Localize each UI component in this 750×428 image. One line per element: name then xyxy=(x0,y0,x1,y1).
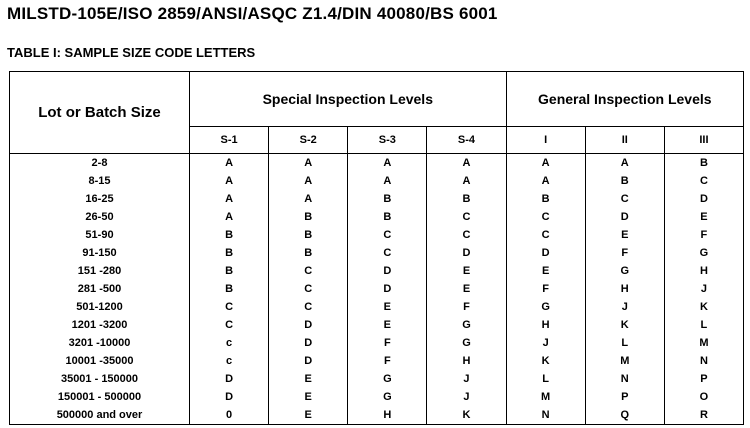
code-letter-cell: G xyxy=(664,244,743,262)
code-letter-cell: G xyxy=(348,388,427,406)
code-letter-cell: C xyxy=(190,298,269,316)
code-letter-cell: B xyxy=(506,190,585,208)
code-letter-cell: L xyxy=(664,316,743,334)
code-letter-cell: M xyxy=(506,388,585,406)
code-letter-cell: E xyxy=(585,226,664,244)
code-letter-cell: K xyxy=(664,298,743,316)
code-letter-cell: E xyxy=(427,262,506,280)
lot-size-cell: 8-15 xyxy=(10,172,190,190)
code-letter-cell: E xyxy=(269,370,348,388)
code-letter-cell: A xyxy=(269,154,348,173)
lot-size-header: Lot or Batch Size xyxy=(10,72,190,154)
table-row xyxy=(10,280,744,298)
code-letter-cell: C xyxy=(269,262,348,280)
code-letter-cell: c xyxy=(190,352,269,370)
code-letter-cell: A xyxy=(348,154,427,173)
code-letter-cell: C xyxy=(506,208,585,226)
lot-size-cell: 26-50 xyxy=(10,208,190,226)
code-letter-cell: 0 xyxy=(190,406,269,425)
code-letter-cell: A xyxy=(585,154,664,173)
lot-size-cell: 2-8 xyxy=(10,154,190,173)
code-letter-cell: C xyxy=(269,298,348,316)
code-letter-cell: P xyxy=(664,370,743,388)
code-letter-cell: M xyxy=(585,352,664,370)
table-row xyxy=(10,190,744,208)
code-letter-cell: J xyxy=(506,334,585,352)
code-letter-cell: H xyxy=(664,262,743,280)
code-letter-cell: O xyxy=(664,388,743,406)
code-letter-cell: D xyxy=(585,208,664,226)
code-letter-cell: J xyxy=(664,280,743,298)
code-letter-cell: E xyxy=(269,388,348,406)
lot-size-cell: 3201 -10000 xyxy=(10,334,190,352)
code-letter-cell: B xyxy=(348,190,427,208)
lot-size-cell: 16-25 xyxy=(10,190,190,208)
code-letter-cell: A xyxy=(190,154,269,173)
code-letter-cell: C xyxy=(427,208,506,226)
code-letter-cell: B xyxy=(190,226,269,244)
code-letter-cell: C xyxy=(348,244,427,262)
code-letter-cell: D xyxy=(190,388,269,406)
code-letter-cell: P xyxy=(585,388,664,406)
code-letter-cell: E xyxy=(427,280,506,298)
column-header: III xyxy=(664,126,743,153)
code-letter-cell: C xyxy=(506,226,585,244)
code-letter-cell: A xyxy=(190,172,269,190)
code-letter-cell: G xyxy=(427,334,506,352)
code-letter-cell: A xyxy=(427,154,506,173)
code-letter-cell: H xyxy=(427,352,506,370)
code-letter-cell: C xyxy=(427,226,506,244)
code-letter-cell: C xyxy=(585,190,664,208)
table-row xyxy=(10,226,744,244)
code-letter-cell: C xyxy=(269,280,348,298)
code-letter-cell: F xyxy=(348,334,427,352)
code-letter-cell: H xyxy=(585,280,664,298)
lot-size-cell: 10001 -35000 xyxy=(10,352,190,370)
code-letter-cell: M xyxy=(664,334,743,352)
table-row xyxy=(10,406,744,425)
table-row xyxy=(10,154,744,173)
code-letter-cell: N xyxy=(664,352,743,370)
table-row xyxy=(10,298,744,316)
column-header: S-4 xyxy=(427,126,506,153)
sample-size-code-table xyxy=(9,71,744,425)
code-letter-cell: B xyxy=(348,208,427,226)
lot-size-cell: 150001 - 500000 xyxy=(10,388,190,406)
column-header: S-2 xyxy=(269,126,348,153)
table-row xyxy=(10,334,744,352)
code-letter-cell: Q xyxy=(585,406,664,425)
column-header: S-1 xyxy=(190,126,269,153)
lot-size-cell: 151 -280 xyxy=(10,262,190,280)
code-letter-cell: K xyxy=(427,406,506,425)
code-letter-cell: A xyxy=(269,172,348,190)
lot-size-cell: 501-1200 xyxy=(10,298,190,316)
table-row xyxy=(10,172,744,190)
code-letter-cell: F xyxy=(506,280,585,298)
table-row xyxy=(10,370,744,388)
code-letter-cell: B xyxy=(269,226,348,244)
code-letter-cell: C xyxy=(664,172,743,190)
code-letter-cell: A xyxy=(348,172,427,190)
code-letter-cell: E xyxy=(269,406,348,425)
code-letter-cell: J xyxy=(427,370,506,388)
table-caption: TABLE I: SAMPLE SIZE CODE LETTERS xyxy=(7,45,256,60)
table-row xyxy=(10,262,744,280)
code-letter-cell: c xyxy=(190,334,269,352)
special-levels-header: Special Inspection Levels xyxy=(190,72,507,127)
code-letter-cell: A xyxy=(427,172,506,190)
code-letter-cell: E xyxy=(348,298,427,316)
code-letter-cell: D xyxy=(348,262,427,280)
lot-size-cell: 35001 - 150000 xyxy=(10,370,190,388)
code-letter-cell: D xyxy=(269,334,348,352)
code-letter-cell: D xyxy=(506,244,585,262)
general-levels-header: General Inspection Levels xyxy=(506,72,743,127)
code-letter-cell: E xyxy=(506,262,585,280)
code-letter-cell: N xyxy=(585,370,664,388)
table-row xyxy=(10,388,744,406)
code-letter-cell: F xyxy=(585,244,664,262)
code-letter-cell: G xyxy=(427,316,506,334)
table-row xyxy=(10,316,744,334)
code-letter-cell: D xyxy=(269,352,348,370)
code-letter-cell: F xyxy=(664,226,743,244)
table-row xyxy=(10,352,744,370)
code-letter-cell: L xyxy=(506,370,585,388)
code-letter-cell: E xyxy=(664,208,743,226)
code-letter-cell: A xyxy=(190,190,269,208)
code-letter-cell: D xyxy=(664,190,743,208)
code-letter-cell: B xyxy=(269,244,348,262)
code-letter-cell: B xyxy=(190,244,269,262)
code-letter-cell: D xyxy=(427,244,506,262)
code-letter-cell: K xyxy=(585,316,664,334)
code-letter-cell: A xyxy=(506,154,585,173)
code-letter-cell: B xyxy=(664,154,743,173)
code-letter-cell: B xyxy=(190,280,269,298)
lot-size-cell: 91-150 xyxy=(10,244,190,262)
lot-size-cell: 500000 and over xyxy=(10,406,190,425)
lot-size-cell: 281 -500 xyxy=(10,280,190,298)
lot-size-cell: 1201 -3200 xyxy=(10,316,190,334)
column-header: II xyxy=(585,126,664,153)
code-letter-cell: G xyxy=(585,262,664,280)
table-body xyxy=(10,154,744,425)
code-letter-cell: J xyxy=(585,298,664,316)
table-row xyxy=(10,208,744,226)
code-letter-cell: K xyxy=(506,352,585,370)
code-letter-cell: A xyxy=(269,190,348,208)
code-letter-cell: N xyxy=(506,406,585,425)
column-header: I xyxy=(506,126,585,153)
code-letter-cell: E xyxy=(348,316,427,334)
code-letter-cell: G xyxy=(348,370,427,388)
code-letter-cell: H xyxy=(506,316,585,334)
table-row xyxy=(10,244,744,262)
code-letter-cell: A xyxy=(190,208,269,226)
code-letter-cell: B xyxy=(585,172,664,190)
code-letter-cell: J xyxy=(427,388,506,406)
column-header: S-3 xyxy=(348,126,427,153)
code-letter-cell: F xyxy=(348,352,427,370)
code-letter-cell: B xyxy=(427,190,506,208)
code-letter-cell: C xyxy=(348,226,427,244)
code-letter-cell: D xyxy=(190,370,269,388)
page-title: MILSTD-105E/ISO 2859/ANSI/ASQC Z1.4/DIN 40080/BS 6001 xyxy=(7,4,498,23)
code-letter-cell: L xyxy=(585,334,664,352)
code-letter-cell: G xyxy=(506,298,585,316)
code-letter-cell: H xyxy=(348,406,427,425)
code-letter-cell: B xyxy=(190,262,269,280)
code-letter-cell: A xyxy=(506,172,585,190)
lot-size-cell: 51-90 xyxy=(10,226,190,244)
code-letter-cell: B xyxy=(269,208,348,226)
code-letter-cell: C xyxy=(190,316,269,334)
code-letter-cell: R xyxy=(664,406,743,425)
code-letter-cell: F xyxy=(427,298,506,316)
code-letter-cell: D xyxy=(348,280,427,298)
code-letter-cell: D xyxy=(269,316,348,334)
